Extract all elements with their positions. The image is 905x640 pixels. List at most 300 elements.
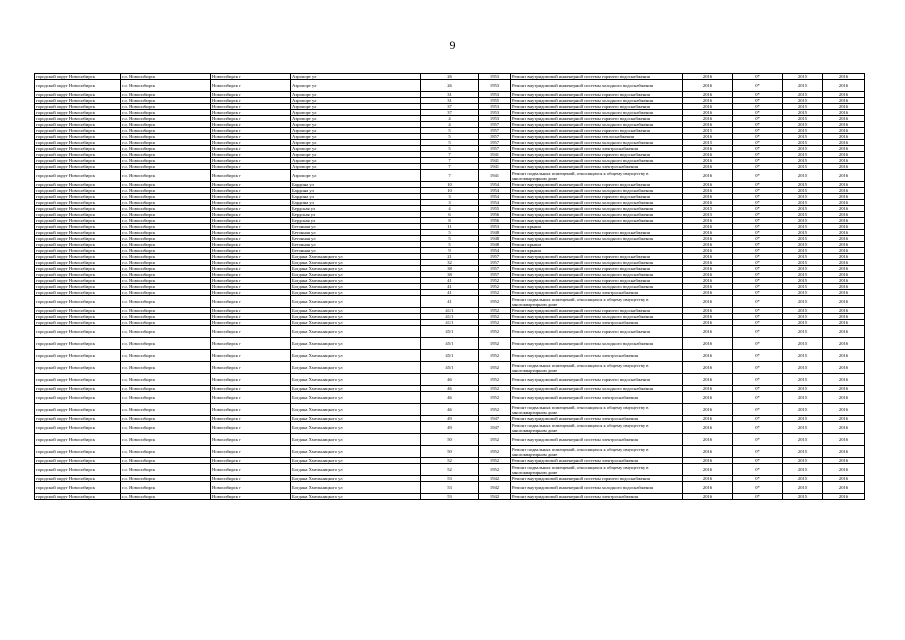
district-cell: городской округ Новосибирск (35, 404, 121, 416)
street-cell: Богдана Хмельницкого ул (291, 374, 421, 386)
work-type-cell: Ремонт крыши (511, 242, 683, 248)
work-type-cell: Ремонт подвальных помещений, относящихся к общему имуществу в многоквартирном доме (511, 464, 683, 476)
city-cell: Новосибирск г (211, 182, 291, 188)
work-type-cell: Ремонт внутридомовой инженерной системы горячего водоснабжения (511, 74, 683, 80)
cost-cell: 0* (733, 194, 783, 200)
cost-cell: 0* (733, 386, 783, 392)
end-year-cell: 2016 (823, 134, 865, 140)
district-cell: городской округ Новосибирск (35, 164, 121, 170)
house-cell: 8 (421, 218, 479, 224)
table-body (35, 74, 865, 500)
city-cell: Новосибирск г (211, 158, 291, 164)
year-built-cell: 1955 (479, 206, 511, 212)
cost-cell: 0* (733, 374, 783, 386)
end-year-cell: 2016 (823, 458, 865, 464)
year-built-cell: 1954 (479, 248, 511, 254)
cost-cell: 0* (733, 134, 783, 140)
city-cell: Новосибирск г (211, 242, 291, 248)
street-cell: Аэропорт ул (291, 134, 421, 140)
start-year-cell: 2015 (783, 110, 823, 116)
cost-cell: 0* (733, 248, 783, 254)
municipality-cell: г.о. Новосибирск (121, 374, 211, 386)
end-year-cell: 2016 (823, 128, 865, 134)
house-cell: 5 (421, 230, 479, 236)
municipality-cell: г.о. Новосибирск (121, 320, 211, 326)
year-built-cell: 1941 (479, 164, 511, 170)
end-year-cell: 2016 (823, 476, 865, 482)
start-year-cell: 2015 (783, 182, 823, 188)
start-year-cell: 2015 (783, 122, 823, 128)
municipality-cell: г.о. Новосибирск (121, 104, 211, 110)
start-year-cell: 2015 (783, 146, 823, 152)
house-cell: 46 (421, 374, 479, 386)
plan-year-cell: 2016 (683, 116, 733, 122)
year-built-cell: 1952 (479, 392, 511, 404)
municipality-cell: г.о. Новосибирск (121, 434, 211, 446)
plan-year-cell: 2016 (683, 284, 733, 290)
cost-cell: 0* (733, 458, 783, 464)
plan-year-cell: 2016 (683, 104, 733, 110)
house-cell: 9 (421, 248, 479, 254)
district-cell: городской округ Новосибирск (35, 188, 121, 194)
street-cell: Аэропорт ул (291, 128, 421, 134)
house-cell: 41/1 (421, 308, 479, 314)
district-cell: городской округ Новосибирск (35, 362, 121, 374)
plan-year-cell: 2016 (683, 188, 733, 194)
house-cell: 7 (421, 158, 479, 164)
district-cell: городской округ Новосибирск (35, 98, 121, 104)
start-year-cell: 2015 (783, 362, 823, 374)
plan-year-cell: 2016 (683, 350, 733, 362)
year-built-cell: 1952 (479, 296, 511, 308)
plan-year-cell: 2016 (683, 110, 733, 116)
work-type-cell: Ремонт подвальных помещений, относящихся к общему имуществу в многоквартирном доме (511, 422, 683, 434)
street-cell: Бардина ул (291, 200, 421, 206)
municipality-cell: г.о. Новосибирск (121, 392, 211, 404)
city-cell: Новосибирск г (211, 326, 291, 338)
end-year-cell: 2016 (823, 386, 865, 392)
plan-year-cell: 2016 (683, 200, 733, 206)
year-built-cell: 1957 (479, 254, 511, 260)
table-row (35, 422, 865, 434)
district-cell: городской округ Новосибирск (35, 182, 121, 188)
district-cell: городской округ Новосибирск (35, 254, 121, 260)
street-cell: Богдана Хмельницкого ул (291, 362, 421, 374)
cost-cell: 0* (733, 338, 783, 350)
start-year-cell: 2015 (783, 290, 823, 296)
street-cell: Богдана Хмельницкого ул (291, 386, 421, 392)
house-cell: 45/1 (421, 338, 479, 350)
house-cell: 49 (421, 422, 479, 434)
end-year-cell: 2016 (823, 416, 865, 422)
work-type-cell: Ремонт подвальных помещений, относящихся к общему имуществу в многоквартирном доме (511, 296, 683, 308)
start-year-cell: 2015 (783, 134, 823, 140)
house-cell: 37 (421, 110, 479, 116)
cost-cell: 0* (733, 482, 783, 494)
start-year-cell: 2015 (783, 206, 823, 212)
house-cell: 41 (421, 290, 479, 296)
house-cell: 5 (421, 242, 479, 248)
work-type-cell: Ремонт внутридомовой инженерной системы горячего водоснабжения (511, 326, 683, 338)
start-year-cell: 2015 (783, 266, 823, 272)
plan-year-cell: 2016 (683, 170, 733, 182)
start-year-cell: 2015 (783, 74, 823, 80)
end-year-cell: 2016 (823, 392, 865, 404)
house-cell: 3 (421, 200, 479, 206)
city-cell: Новосибирск г (211, 464, 291, 476)
plan-year-cell: 2016 (683, 446, 733, 458)
house-cell: 41 (421, 296, 479, 308)
year-built-cell: 1956 (479, 218, 511, 224)
city-cell: Новосибирск г (211, 290, 291, 296)
start-year-cell: 2015 (783, 326, 823, 338)
cost-cell: 0* (733, 314, 783, 320)
year-built-cell: 1942 (479, 476, 511, 482)
street-cell: Богдана Хмельницкого ул (291, 278, 421, 284)
municipality-cell: г.о. Новосибирск (121, 218, 211, 224)
city-cell: Новосибирск г (211, 194, 291, 200)
street-cell: Богдана Хмельницкого ул (291, 494, 421, 500)
plan-year-cell: 2016 (683, 326, 733, 338)
municipality-cell: г.о. Новосибирск (121, 404, 211, 416)
city-cell: Новосибирск г (211, 116, 291, 122)
year-built-cell: 1941 (479, 170, 511, 182)
cost-cell: 0* (733, 296, 783, 308)
work-type-cell: Ремонт внутридомовой инженерной системы теплоснабжения (511, 134, 683, 140)
cost-cell: 0* (733, 80, 783, 92)
plan-year-cell: 2016 (683, 464, 733, 476)
house-cell: 11 (421, 224, 479, 230)
city-cell: Новосибирск г (211, 284, 291, 290)
work-type-cell: Ремонт внутридомовой инженерной системы горячего водоснабжения (511, 152, 683, 158)
end-year-cell: 2016 (823, 290, 865, 296)
plan-year-cell: 2015 (683, 212, 733, 218)
street-cell: Аэропорт ул (291, 74, 421, 80)
city-cell: Новосибирск г (211, 98, 291, 104)
end-year-cell: 2016 (823, 278, 865, 284)
city-cell: Новосибирск г (211, 134, 291, 140)
city-cell: Новосибирск г (211, 296, 291, 308)
year-built-cell: 1957 (479, 266, 511, 272)
district-cell: городской округ Новосибирск (35, 422, 121, 434)
end-year-cell: 2016 (823, 164, 865, 170)
municipality-cell: г.о. Новосибирск (121, 140, 211, 146)
cost-cell: 0* (733, 308, 783, 314)
house-cell: 7 (421, 164, 479, 170)
city-cell: Новосибирск г (211, 236, 291, 242)
street-cell: Аэропорт ул (291, 146, 421, 152)
street-cell: Бетонная ул (291, 236, 421, 242)
cost-cell: 0* (733, 236, 783, 242)
district-cell: городской округ Новосибирск (35, 104, 121, 110)
start-year-cell: 2015 (783, 296, 823, 308)
end-year-cell: 2016 (823, 308, 865, 314)
municipality-cell: г.о. Новосибирск (121, 74, 211, 80)
year-built-cell: 1942 (479, 494, 511, 500)
work-type-cell: Ремонт внутридомовой инженерной системы холодного водоснабжения (511, 386, 683, 392)
work-type-cell: Ремонт подвальных помещений, относящихся к общему имуществу в многоквартирном доме (511, 404, 683, 416)
house-cell: 50 (421, 446, 479, 458)
table-row (35, 482, 865, 494)
work-type-cell: Ремонт внутридомовой инженерной системы холодного водоснабжения (511, 206, 683, 212)
work-type-cell: Ремонт внутридомовой инженерной системы горячего водоснабжения (511, 278, 683, 284)
municipality-cell: г.о. Новосибирск (121, 284, 211, 290)
city-cell: Новосибирск г (211, 476, 291, 482)
year-built-cell: 1948 (479, 230, 511, 236)
table-row (35, 296, 865, 308)
work-type-cell: Ремонт внутридомовой инженерной системы холодного водоснабжения (511, 260, 683, 266)
city-cell: Новосибирск г (211, 248, 291, 254)
district-cell: городской округ Новосибирск (35, 212, 121, 218)
city-cell: Новосибирск г (211, 254, 291, 260)
plan-year-cell: 2015 (683, 128, 733, 134)
end-year-cell: 2016 (823, 422, 865, 434)
start-year-cell: 2015 (783, 434, 823, 446)
work-type-cell: Ремонт крыши (511, 224, 683, 230)
city-cell: Новосибирск г (211, 224, 291, 230)
city-cell: Новосибирск г (211, 80, 291, 92)
municipality-cell: г.о. Новосибирск (121, 416, 211, 422)
cost-cell: 0* (733, 362, 783, 374)
city-cell: Новосибирск г (211, 212, 291, 218)
work-type-cell: Ремонт внутридомовой инженерной системы электроснабжения (511, 320, 683, 326)
municipality-cell: г.о. Новосибирск (121, 110, 211, 116)
start-year-cell: 2015 (783, 338, 823, 350)
street-cell: Аэропорт ул (291, 164, 421, 170)
work-type-cell: Ремонт внутридомовой инженерной системы электроснабжения (511, 164, 683, 170)
street-cell: Богдана Хмельницкого ул (291, 464, 421, 476)
end-year-cell: 2016 (823, 152, 865, 158)
district-cell: городской округ Новосибирск (35, 200, 121, 206)
work-type-cell: Ремонт внутридомовой инженерной системы холодного водоснабжения (511, 200, 683, 206)
start-year-cell: 2015 (783, 386, 823, 392)
city-cell: Новосибирск г (211, 374, 291, 386)
plan-year-cell: 2016 (683, 278, 733, 284)
street-cell: Богдана Хмельницкого ул (291, 338, 421, 350)
street-cell: Богдана Хмельницкого ул (291, 416, 421, 422)
start-year-cell: 2015 (783, 482, 823, 494)
end-year-cell: 2016 (823, 482, 865, 494)
plan-year-cell: 2016 (683, 218, 733, 224)
municipality-cell: г.о. Новосибирск (121, 266, 211, 272)
street-cell: Бетонная ул (291, 248, 421, 254)
district-cell: городской округ Новосибирск (35, 152, 121, 158)
table-row (35, 338, 865, 350)
city-cell: Новосибирск г (211, 434, 291, 446)
house-cell: 10 (421, 188, 479, 194)
work-type-cell: Ремонт внутридомовой инженерной системы электроснабжения (511, 146, 683, 152)
city-cell: Новосибирск г (211, 320, 291, 326)
table-row (35, 170, 865, 182)
work-type-cell: Ремонт подвальных помещений, относящихся к общему имуществу в многоквартирном доме (511, 362, 683, 374)
municipality-cell: г.о. Новосибирск (121, 248, 211, 254)
year-built-cell: 1952 (479, 326, 511, 338)
city-cell: Новосибирск г (211, 164, 291, 170)
start-year-cell: 2015 (783, 230, 823, 236)
plan-year-cell: 2016 (683, 236, 733, 242)
end-year-cell: 2016 (823, 80, 865, 92)
city-cell: Новосибирск г (211, 74, 291, 80)
year-built-cell: 1952 (479, 308, 511, 314)
work-type-cell: Ремонт внутридомовой инженерной системы электроснабжения (511, 392, 683, 404)
cost-cell: 0* (733, 446, 783, 458)
city-cell: Новосибирск г (211, 170, 291, 182)
work-type-cell: Ремонт внутридомовой инженерной системы холодного водоснабжения (511, 140, 683, 146)
work-type-cell: Ремонт внутридомовой инженерной системы холодного водоснабжения (511, 314, 683, 320)
cost-cell: 0* (733, 182, 783, 188)
year-built-cell: 1952 (479, 464, 511, 476)
start-year-cell: 2015 (783, 116, 823, 122)
city-cell: Новосибирск г (211, 188, 291, 194)
district-cell: городской округ Новосибирск (35, 434, 121, 446)
page-number: 9 (449, 38, 456, 52)
plan-year-cell: 2016 (683, 416, 733, 422)
end-year-cell: 2016 (823, 74, 865, 80)
plan-year-cell: 2016 (683, 146, 733, 152)
district-cell: городской округ Новосибирск (35, 248, 121, 254)
house-cell: 53 (421, 482, 479, 494)
end-year-cell: 2016 (823, 326, 865, 338)
year-built-cell: 1954 (479, 188, 511, 194)
house-cell: 26 (421, 80, 479, 92)
cost-cell: 0* (733, 104, 783, 110)
district-cell: городской округ Новосибирск (35, 116, 121, 122)
start-year-cell: 2015 (783, 188, 823, 194)
end-year-cell: 2016 (823, 284, 865, 290)
cost-cell: 0* (733, 200, 783, 206)
end-year-cell: 2016 (823, 194, 865, 200)
cost-cell: 0* (733, 110, 783, 116)
street-cell: Богдана Хмельницкого ул (291, 482, 421, 494)
municipality-cell: г.о. Новосибирск (121, 314, 211, 320)
year-built-cell: 1953 (479, 74, 511, 80)
start-year-cell: 2015 (783, 458, 823, 464)
end-year-cell: 2016 (823, 122, 865, 128)
year-built-cell: 1941 (479, 158, 511, 164)
house-cell: 41/1 (421, 314, 479, 320)
house-cell: 32 (421, 260, 479, 266)
city-cell: Новосибирск г (211, 230, 291, 236)
work-type-cell: Ремонт внутридомовой инженерной системы электроснабжения (511, 416, 683, 422)
district-cell: городской округ Новосибирск (35, 80, 121, 92)
house-cell: 6 (421, 212, 479, 218)
street-cell: Аэропорт ул (291, 158, 421, 164)
cost-cell: 0* (733, 272, 783, 278)
district-cell: городской округ Новосибирск (35, 74, 121, 80)
start-year-cell: 2015 (783, 98, 823, 104)
year-built-cell: 1953 (479, 104, 511, 110)
end-year-cell: 2016 (823, 296, 865, 308)
cost-cell: 0* (733, 92, 783, 98)
plan-year-cell: 2016 (683, 290, 733, 296)
start-year-cell: 2015 (783, 254, 823, 260)
district-cell: городской округ Новосибирск (35, 272, 121, 278)
start-year-cell: 2015 (783, 374, 823, 386)
cost-cell: 0* (733, 170, 783, 182)
city-cell: Новосибирск г (211, 218, 291, 224)
house-cell: 5 (421, 128, 479, 134)
district-cell: городской округ Новосибирск (35, 110, 121, 116)
plan-year-cell: 2016 (683, 152, 733, 158)
cost-cell: 0* (733, 284, 783, 290)
table-row (35, 374, 865, 386)
city-cell: Новосибирск г (211, 260, 291, 266)
municipality-cell: г.о. Новосибирск (121, 158, 211, 164)
city-cell: Новосибирск г (211, 422, 291, 434)
house-cell: 31 (421, 98, 479, 104)
table-row (35, 326, 865, 338)
end-year-cell: 2016 (823, 338, 865, 350)
start-year-cell: 2015 (783, 140, 823, 146)
district-cell: городской округ Новосибирск (35, 128, 121, 134)
municipality-cell: г.о. Новосибирск (121, 422, 211, 434)
work-type-cell: Ремонт внутридомовой инженерной системы горячего водоснабжения (511, 104, 683, 110)
cost-cell: 0* (733, 254, 783, 260)
house-cell: 4 (421, 116, 479, 122)
repair-registry-table (34, 73, 865, 500)
end-year-cell: 2016 (823, 266, 865, 272)
district-cell: городской округ Новосибирск (35, 494, 121, 500)
table-row (35, 362, 865, 374)
city-cell: Новосибирск г (211, 110, 291, 116)
year-built-cell: 1952 (479, 362, 511, 374)
street-cell: Богдана Хмельницкого ул (291, 326, 421, 338)
street-cell: Богдана Хмельницкого ул (291, 476, 421, 482)
street-cell: Богдана Хмельницкого ул (291, 272, 421, 278)
municipality-cell: г.о. Новосибирск (121, 122, 211, 128)
municipality-cell: г.о. Новосибирск (121, 200, 211, 206)
plan-year-cell: 2015 (683, 206, 733, 212)
cost-cell: 0* (733, 158, 783, 164)
house-cell: 46 (421, 404, 479, 416)
start-year-cell: 2015 (783, 476, 823, 482)
city-cell: Новосибирск г (211, 404, 291, 416)
municipality-cell: г.о. Новосибирск (121, 260, 211, 266)
city-cell: Новосибирск г (211, 140, 291, 146)
district-cell: городской округ Новосибирск (35, 320, 121, 326)
start-year-cell: 2015 (783, 248, 823, 254)
work-type-cell: Ремонт внутридомовой инженерной системы холодного водоснабжения (511, 272, 683, 278)
district-cell: городской округ Новосибирск (35, 476, 121, 482)
district-cell: городской округ Новосибирск (35, 350, 121, 362)
work-type-cell: Ремонт внутридомовой инженерной системы электроснабжения (511, 350, 683, 362)
municipality-cell: г.о. Новосибирск (121, 230, 211, 236)
plan-year-cell: 2016 (683, 224, 733, 230)
house-cell: 38 (421, 266, 479, 272)
district-cell: городской округ Новосибирск (35, 386, 121, 392)
house-cell: 52 (421, 464, 479, 476)
start-year-cell: 2015 (783, 164, 823, 170)
work-type-cell: Ремонт внутридомовой инженерной системы холодного водоснабжения (511, 236, 683, 242)
house-cell: 3 (421, 194, 479, 200)
start-year-cell: 2015 (783, 416, 823, 422)
municipality-cell: г.о. Новосибирск (121, 272, 211, 278)
district-cell: городской округ Новосибирск (35, 236, 121, 242)
street-cell: Аэропорт ул (291, 152, 421, 158)
house-cell: 46 (421, 392, 479, 404)
table-row (35, 404, 865, 416)
district-cell: городской округ Новосибирск (35, 122, 121, 128)
city-cell: Новосибирск г (211, 482, 291, 494)
street-cell: Аэропорт ул (291, 104, 421, 110)
work-type-cell: Ремонт внутридомовой инженерной системы горячего водоснабжения (511, 230, 683, 236)
house-cell: 49 (421, 416, 479, 422)
district-cell: городской округ Новосибирск (35, 464, 121, 476)
year-built-cell: 1857 (479, 134, 511, 140)
municipality-cell: г.о. Новосибирск (121, 182, 211, 188)
municipality-cell: г.о. Новосибирск (121, 308, 211, 314)
cost-cell: 0* (733, 434, 783, 446)
